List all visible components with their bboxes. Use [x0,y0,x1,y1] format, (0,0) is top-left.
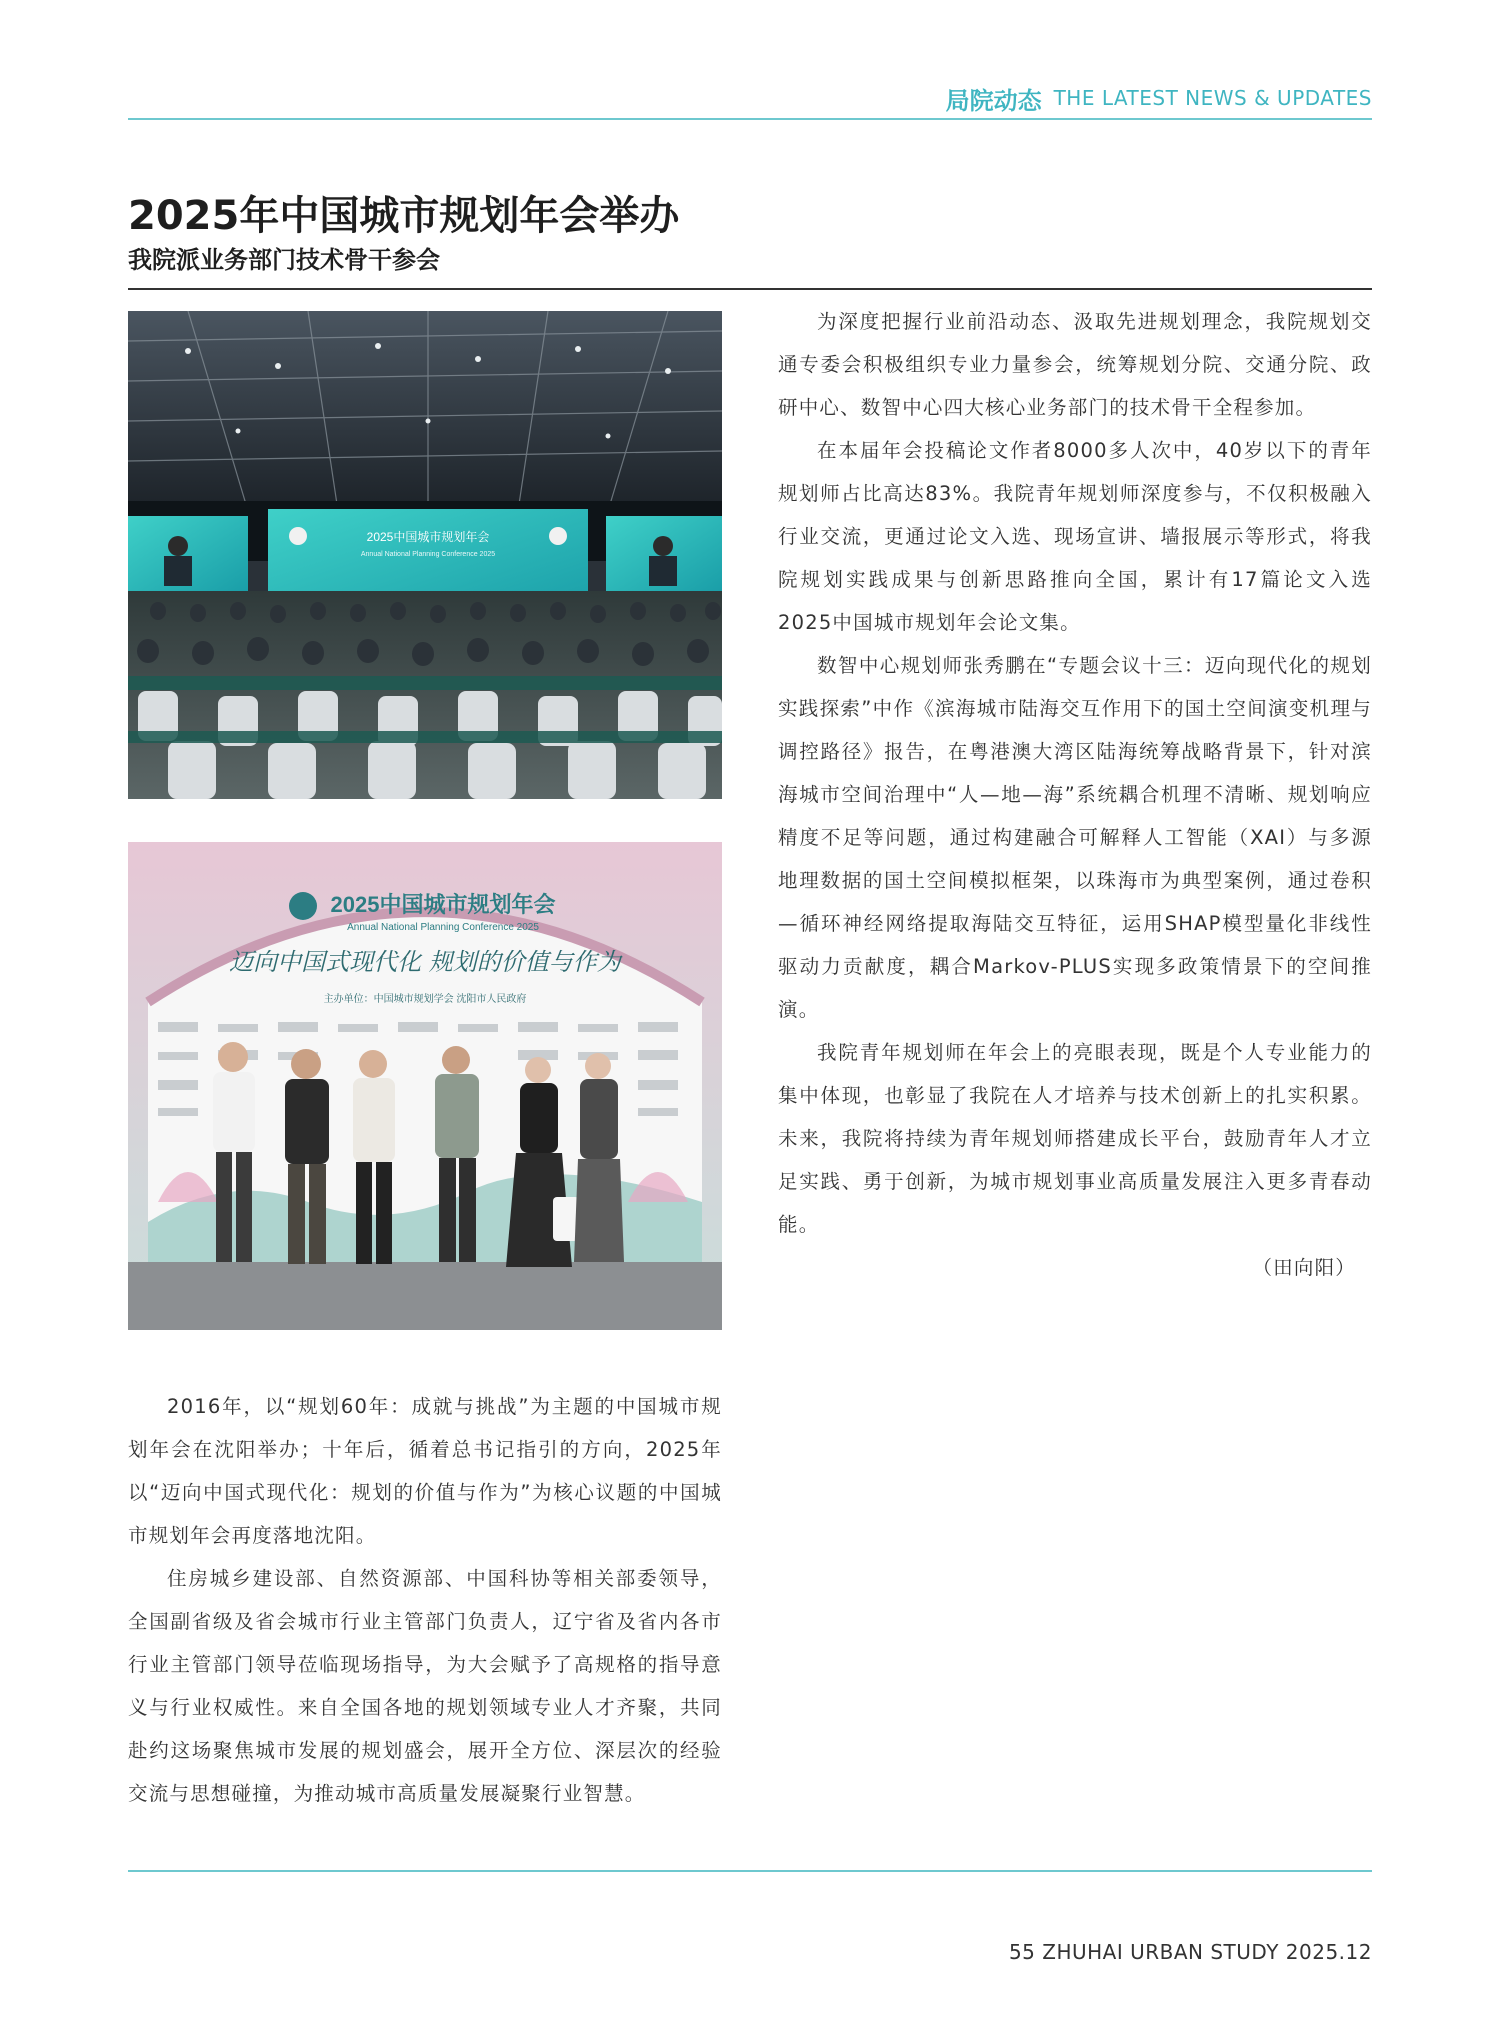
paragraph: 我院青年规划师在年会上的亮眼表现，既是个人专业能力的集中体现，也彰显了我院在人才培养与技术创新上的扎实积累。未来，我院将持续为青年规划师搭建成长平台，鼓励青年人才立足实践、勇于创新，为城市规划事业高质量发展注入更多青春动能。 [778,1041,1372,1236]
conference-hall-photo [128,311,722,799]
title-divider [128,288,1372,290]
header-divider [128,118,1372,120]
page-footer: 55 ZHUHAI URBAN STUDY 2025.12 [1008,1940,1372,1964]
backdrop-slogan: 迈向中国式现代化 规划的价值与作为 [229,948,621,976]
paragraph: 在本届年会投稿论文作者8000多人次中，40岁以下的青年规划师占比高达83%。我院青年规划师深度参与，不仅积极融入行业交流，更通过论文入选、现场宣讲、墙报展示等形式，将我院规划实践成果与创新思路推向全国，累计有17篇论文入选2025中国城市规划年会论文集。 [778,439,1372,634]
right-column-text [778,300,1372,1289]
section-title-en: THE LATEST NEWS & UPDATES [1053,86,1372,110]
group-photo [128,842,722,1330]
article-subtitle: 我院派业务部门技术骨干参会 [128,246,440,274]
backdrop-title: 2025中国城市规划年会 [330,892,556,917]
paragraph: 为深度把握行业前沿动态、汲取先进规划理念，我院规划交通专委会积极组织专业力量参会，统筹规划分院、交通分院、政研中心、数智中心四大核心业务部门的技术骨干全程参加。 [778,310,1372,419]
left-column-text [128,1385,722,1815]
paragraph: 住房城乡建设部、自然资源部、中国科协等相关部委领导，全国副省级及省会城市行业主管部门负责人，辽宁省及省内各市行业主管部门领导莅临现场指导，为大会赋予了高规格的指导意义与行业权威性。来自全国各地的规划领域专业人才齐聚，共同赴约这场聚焦城市发展的规划盛会，展开全方位、深层次的经验交流与思想碰撞，为推动城市高质量发展凝聚行业智慧。 [128,1567,722,1805]
hall-screen-subtitle: Annual National Planning Conference 2025 [360,551,496,558]
hall-screen-title: 2025中国城市规划年会 [366,530,490,544]
author-signature: （田向阳） [1252,1256,1356,1279]
backdrop-host: 主办单位：中国城市规划学会 沈阳市人民政府 [323,994,527,1005]
paragraph: 数智中心规划师张秀鹏在“专题会议十三：迈向现代化的规划实践探索”中作《滨海城市陆海交互作用下的国土空间演变机理与调控路径》报告，在粤港澳大湾区陆海统筹战略背景下，针对滨海城市空间治理中“人—地—海”系统耦合机理不清晰、规划响应精度不足等问题，通过构建融合可解释人工智能（XAI）与多源地理数据的国土空间模拟框架，以珠海市为典型案例，通过卷积—循环神经网络提取海陆交互特征，运用SHAP模型量化非线性驱动力贡献度，耦合Markov-PLUS实现多政策情景下的空间推演。 [778,654,1372,1021]
section-title-cn: 局院动态 [945,86,1042,115]
footer-divider [128,1870,1372,1872]
paragraph: 2016年，以“规划60年：成就与挑战”为主题的中国城市规划年会在沈阳举办；十年后，循着总书记指引的方向，2025年以“迈向中国式现代化：规划的价值与作为”为核心议题的中国城市规划年会再度落地沈阳。 [128,1395,722,1547]
article-title: 2025年中国城市规划年会举办 [128,193,680,239]
backdrop-subtitle: Annual National Planning Conference 2025 [347,922,539,933]
section-header [128,78,1372,118]
